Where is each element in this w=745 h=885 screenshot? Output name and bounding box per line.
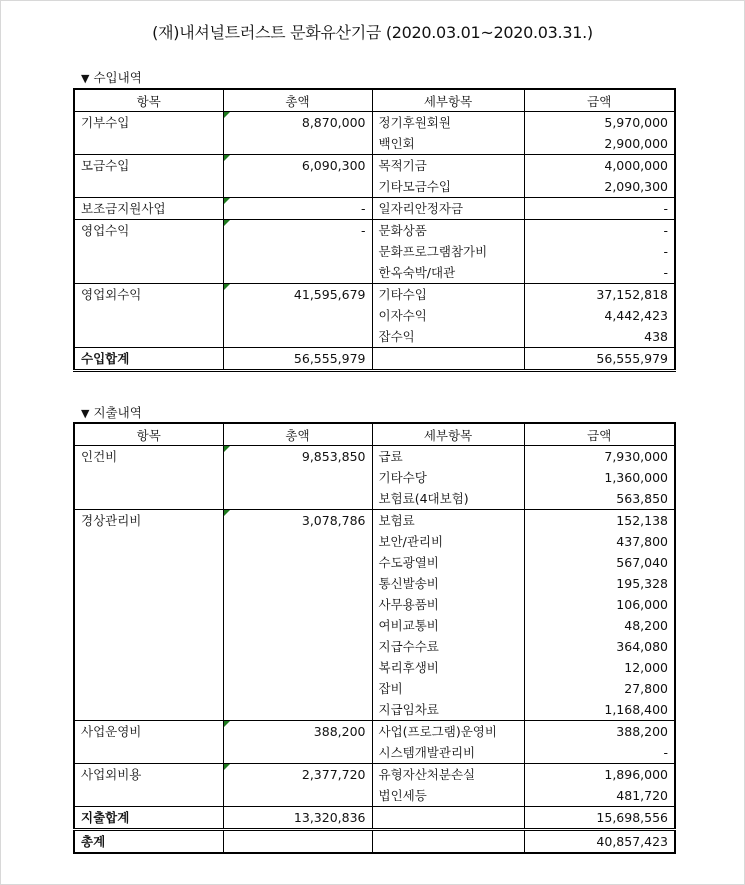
income-section-label — [81, 68, 142, 86]
category-cell — [74, 220, 223, 284]
detail-item-cell — [372, 764, 524, 786]
detail-amount-cell — [524, 552, 675, 573]
sum-row — [74, 807, 675, 830]
category-total-cell-text: 41,595,679 — [293, 287, 366, 302]
sum-label-cell-text: 지출합계 — [81, 810, 130, 825]
category-total-cell — [223, 220, 372, 284]
sum-amount-cell-text: 15,698,556 — [596, 810, 668, 825]
detail-item-cell-text: 잡수익 — [378, 329, 415, 344]
category-cell-text: 영업수익 — [81, 223, 130, 238]
detail-item-cell-text: 시스템개발관리비 — [378, 745, 476, 760]
detail-amount-cell — [524, 678, 675, 699]
detail-amount-cell-text: - — [663, 745, 668, 760]
detail-item-cell-text: 복리후생비 — [378, 660, 439, 675]
detail-amount-cell-text: 195,328 — [616, 576, 668, 591]
detail-item-cell — [372, 241, 524, 262]
cell-comment-marker-icon — [224, 510, 230, 516]
detail-amount-cell-text: 1,168,400 — [604, 702, 668, 717]
category-cell — [74, 721, 223, 764]
detail-amount-cell-text: 1,360,000 — [604, 470, 668, 485]
category-total-cell-text: 2,377,720 — [301, 767, 366, 782]
detail-item-cell — [372, 467, 524, 488]
category-total-cell-text: 8,870,000 — [301, 115, 366, 130]
detail-item-cell — [372, 615, 524, 636]
category-total-cell — [223, 764, 372, 807]
detail-item-cell-text: 사업(프로그램)운영비 — [378, 724, 497, 739]
detail-amount-cell-text: - — [663, 201, 668, 216]
category-cell-text: 기부수입 — [81, 115, 130, 130]
category-total-cell-text: - — [360, 201, 366, 216]
category-cell-text: 경상관리비 — [81, 513, 142, 528]
detail-item-cell-text: 기타모금수입 — [378, 179, 451, 194]
detail-item-cell-text: 문화상품 — [378, 223, 427, 238]
income-header-row — [74, 89, 675, 112]
table-row — [74, 220, 675, 242]
detail-item-cell-text: 목적기금 — [378, 158, 427, 173]
detail-amount-cell — [524, 531, 675, 552]
detail-item-cell — [372, 262, 524, 284]
table-row — [74, 198, 675, 220]
detail-item-cell — [372, 742, 524, 764]
detail-amount-cell-text: 364,080 — [616, 639, 668, 654]
detail-item-cell — [372, 198, 524, 220]
sum-empty-cell — [372, 348, 524, 371]
sum-amount-cell-text: 56,555,979 — [596, 351, 668, 366]
category-total-cell — [223, 510, 372, 721]
detail-item-cell-text: 잡비 — [378, 681, 403, 696]
category-total-cell-text: - — [360, 223, 366, 238]
cell-comment-marker-icon — [224, 764, 230, 770]
category-cell-text: 사업외비용 — [81, 767, 142, 782]
category-cell — [74, 198, 223, 220]
cell-comment-marker-icon — [224, 284, 230, 290]
sum-label-cell-text: 수입합계 — [81, 351, 130, 366]
detail-item-cell-text: 이자수익 — [378, 308, 427, 323]
detail-item-cell-text: 백인회 — [378, 136, 415, 151]
expense-table — [73, 422, 676, 854]
detail-amount-cell-text: - — [663, 244, 668, 259]
income-table — [73, 88, 676, 372]
category-total-cell-text: 6,090,300 — [301, 158, 366, 173]
detail-amount-cell — [524, 262, 675, 284]
detail-amount-cell — [524, 764, 675, 786]
triangle-down-icon: ▼ — [81, 72, 90, 85]
detail-amount-cell-text: - — [663, 265, 668, 280]
table-row — [74, 721, 675, 743]
detail-amount-cell — [524, 573, 675, 594]
detail-item-cell — [372, 155, 524, 177]
detail-item-cell — [372, 326, 524, 348]
cell-comment-marker-icon — [224, 446, 230, 452]
table-row — [74, 112, 675, 134]
expense-section-label — [81, 403, 142, 421]
detail-amount-cell — [524, 198, 675, 220]
table-row — [74, 155, 675, 177]
detail-amount-cell — [524, 220, 675, 242]
detail-amount-cell-text: 437,800 — [616, 534, 668, 549]
detail-item-cell-text: 보안/관리비 — [378, 534, 444, 549]
detail-amount-cell-text: 563,850 — [616, 491, 668, 506]
detail-amount-cell — [524, 326, 675, 348]
detail-item-cell — [372, 176, 524, 198]
grand-total-amount-cell — [524, 830, 675, 854]
sum-total-cell-text: 56,555,979 — [293, 351, 366, 366]
detail-amount-cell-text: 37,152,818 — [596, 287, 668, 302]
detail-item-cell — [372, 220, 524, 242]
sum-total-cell-text: 13,320,836 — [293, 810, 366, 825]
detail-amount-cell — [524, 657, 675, 678]
cell-comment-marker-icon — [224, 155, 230, 161]
detail-item-cell-text: 법인세등 — [378, 788, 427, 803]
detail-amount-cell-text: 48,200 — [624, 618, 668, 633]
table-row — [74, 510, 675, 532]
detail-item-cell — [372, 531, 524, 552]
detail-amount-cell-text: 152,138 — [616, 513, 668, 528]
category-total-cell — [223, 155, 372, 198]
detail-amount-cell-text: 7,930,000 — [604, 449, 668, 464]
detail-amount-cell-text: 12,000 — [624, 660, 668, 675]
detail-amount-cell-text: 481,720 — [616, 788, 668, 803]
category-total-cell-text: 388,200 — [313, 724, 366, 739]
cell-comment-marker-icon — [224, 220, 230, 226]
detail-item-cell-text: 사무용품비 — [378, 597, 439, 612]
detail-amount-cell — [524, 615, 675, 636]
detail-amount-cell-text: 567,040 — [616, 555, 668, 570]
header-detail: 세부항목 — [372, 423, 524, 446]
table-row — [74, 284, 675, 306]
detail-amount-cell — [524, 742, 675, 764]
detail-item-cell-text: 지급임차료 — [378, 702, 439, 717]
detail-item-cell-text: 유형자산처분손실 — [378, 767, 476, 782]
detail-amount-cell-text: 27,800 — [624, 681, 668, 696]
detail-item-cell — [372, 573, 524, 594]
detail-item-cell — [372, 284, 524, 306]
detail-amount-cell-text: 4,000,000 — [604, 158, 668, 173]
header-total: 총액 — [223, 423, 372, 446]
detail-item-cell-text: 보험료 — [378, 513, 415, 528]
grand-total-empty-cell — [372, 830, 524, 854]
detail-amount-cell — [524, 636, 675, 657]
category-cell — [74, 764, 223, 807]
detail-item-cell — [372, 636, 524, 657]
category-total-cell — [223, 446, 372, 510]
sum-total-cell — [223, 807, 372, 830]
category-cell — [74, 446, 223, 510]
grand-total-amount-cell-text: 40,857,423 — [596, 834, 668, 849]
cell-comment-marker-icon — [224, 721, 230, 727]
sum-row — [74, 348, 675, 371]
detail-amount-cell-text: 388,200 — [616, 724, 668, 739]
detail-item-cell — [372, 305, 524, 326]
sum-empty-cell — [372, 807, 524, 830]
detail-item-cell — [372, 510, 524, 532]
grand-total-row — [74, 830, 675, 854]
detail-item-cell-text: 여비교통비 — [378, 618, 439, 633]
detail-item-cell — [372, 112, 524, 134]
detail-item-cell-text: 일자리안정자금 — [378, 201, 464, 216]
detail-item-cell — [372, 446, 524, 468]
detail-item-cell — [372, 785, 524, 807]
sum-label-cell — [74, 807, 223, 830]
header-amount: 금액 — [524, 89, 675, 112]
category-cell-text: 모금수입 — [81, 158, 130, 173]
grand-total-total-cell — [223, 830, 372, 854]
cell-comment-marker-icon — [224, 112, 230, 118]
detail-amount-cell — [524, 176, 675, 198]
grand-total-label-cell — [74, 830, 223, 854]
detail-amount-cell — [524, 785, 675, 807]
detail-amount-cell-text: 2,090,300 — [604, 179, 668, 194]
expense-header-row — [74, 423, 675, 446]
category-cell — [74, 155, 223, 198]
category-cell-text: 사업운영비 — [81, 724, 142, 739]
detail-item-cell — [372, 488, 524, 510]
detail-amount-cell — [524, 284, 675, 306]
detail-amount-cell — [524, 699, 675, 721]
detail-amount-cell-text: - — [663, 223, 668, 238]
category-total-cell — [223, 198, 372, 220]
category-cell — [74, 284, 223, 348]
detail-amount-cell — [524, 488, 675, 510]
detail-item-cell — [372, 552, 524, 573]
detail-item-cell — [372, 133, 524, 155]
detail-amount-cell — [524, 510, 675, 532]
detail-amount-cell — [524, 594, 675, 615]
detail-amount-cell-text: 4,442,423 — [604, 308, 668, 323]
category-cell-text: 영업외수익 — [81, 287, 142, 302]
detail-item-cell — [372, 699, 524, 721]
detail-item-cell — [372, 721, 524, 743]
detail-item-cell-text: 통신발송비 — [378, 576, 439, 591]
table-row — [74, 764, 675, 786]
detail-item-cell — [372, 594, 524, 615]
detail-amount-cell — [524, 241, 675, 262]
category-total-cell-text: 9,853,850 — [301, 449, 366, 464]
detail-item-cell — [372, 678, 524, 699]
header-detail: 세부항목 — [372, 89, 524, 112]
category-cell-text: 인건비 — [81, 449, 118, 464]
detail-amount-cell — [524, 133, 675, 155]
detail-item-cell-text: 급료 — [378, 449, 403, 464]
category-total-cell — [223, 721, 372, 764]
table-row — [74, 446, 675, 468]
detail-amount-cell-text: 438 — [644, 329, 668, 344]
category-total-cell — [223, 284, 372, 348]
detail-amount-cell-text: 1,896,000 — [604, 767, 668, 782]
detail-item-cell-text: 한옥숙박/대관 — [378, 265, 456, 280]
detail-amount-cell — [524, 467, 675, 488]
header-category: 항목 — [74, 423, 223, 446]
detail-amount-cell — [524, 112, 675, 134]
cell-comment-marker-icon — [224, 198, 230, 204]
header-amount: 금액 — [524, 423, 675, 446]
header-category: 항목 — [74, 89, 223, 112]
detail-amount-cell-text: 5,970,000 — [604, 115, 668, 130]
triangle-down-icon: ▼ — [81, 407, 90, 420]
sum-total-cell — [223, 348, 372, 371]
page-title: (재)내셔널트러스트 문화유산기금 (2020.03.01~2020.03.31.) — [152, 23, 593, 42]
income-section-title: 수입내역 — [93, 70, 142, 85]
detail-item-cell-text: 수도광열비 — [378, 555, 439, 570]
grand-total-label-cell-text: 총계 — [81, 834, 106, 849]
detail-amount-cell-text: 2,900,000 — [604, 136, 668, 151]
detail-item-cell — [372, 657, 524, 678]
detail-item-cell-text: 지급수수료 — [378, 639, 439, 654]
detail-amount-cell — [524, 721, 675, 743]
sum-amount-cell — [524, 348, 675, 371]
sum-amount-cell — [524, 807, 675, 830]
category-cell — [74, 112, 223, 155]
header-total: 총액 — [223, 89, 372, 112]
sum-label-cell — [74, 348, 223, 371]
category-cell-text: 보조금지원사업 — [81, 201, 166, 216]
category-total-cell-text: 3,078,786 — [301, 513, 366, 528]
detail-amount-cell — [524, 446, 675, 468]
detail-amount-cell-text: 106,000 — [616, 597, 668, 612]
detail-item-cell-text: 기타수입 — [378, 287, 427, 302]
detail-item-cell-text: 문화프로그램참가비 — [378, 244, 488, 259]
detail-item-cell-text: 보험료(4대보험) — [378, 491, 469, 506]
expense-section-title: 지출내역 — [93, 405, 142, 420]
detail-item-cell-text: 정기후원회원 — [378, 115, 451, 130]
detail-item-cell-text: 기타수당 — [378, 470, 427, 485]
category-total-cell — [223, 112, 372, 155]
detail-amount-cell — [524, 155, 675, 177]
detail-amount-cell — [524, 305, 675, 326]
category-cell — [74, 510, 223, 721]
